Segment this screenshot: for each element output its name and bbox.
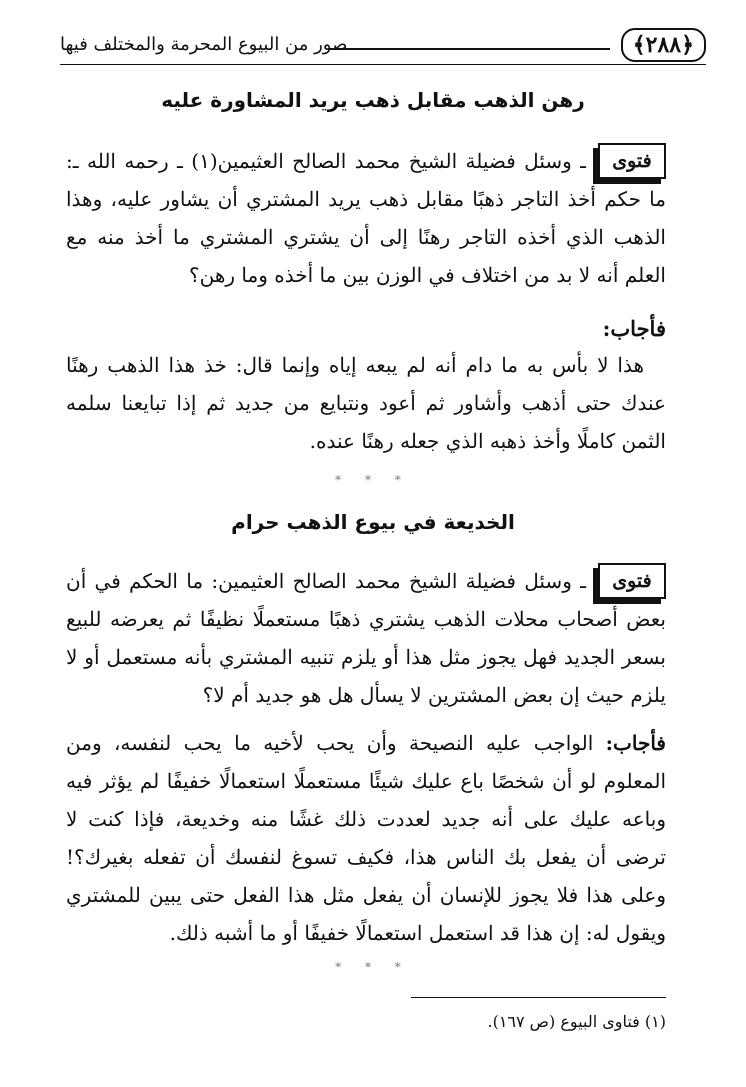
footnote-rule xyxy=(411,997,666,998)
section-heading-gold-pawn: رهن الذهب مقابل ذهب يريد المشاورة عليه xyxy=(161,88,585,112)
footnote: (١) فتاوى البيوع (ص ١٦٧). xyxy=(487,1012,666,1031)
answer-label: فأجاب: xyxy=(602,316,666,341)
page-header xyxy=(60,28,706,66)
page-number: ﴿٢٨٨﴾ xyxy=(621,28,706,62)
fatwa-label-box: فتوى xyxy=(598,563,666,599)
fatwa-question: ـ وسئل فضيلة الشيخ محمد الصالح العثيمين(١) ـ رحمه الله ـ: ما حكم أخذ التاجر ذهبًا مقابل ذهب يريد المشتري أن يشاور عليه، وهذا الذهب الذي أخذه التاجر رهنًا إلى أن يشتري المشتري ما أخذ منه مع العلم أنه لا بد من اختلاف في الوزن بين ما أخذه وما رهن؟ xyxy=(66,149,666,287)
fatwa-answer: هذا لا بأس به ما دام أنه لم يبعه إياه وإنما قال: خذ هذا الذهب رهنًا عندك حتى أذهب وأشاور ثم أعود ونتبايع من جديد ثم إذا تبايعنا سلمه الثمن كاملًا وأخذ ذهبه الذي جعله رهنًا عنده. xyxy=(66,353,666,453)
section-separator: * * * xyxy=(335,473,411,487)
running-title: صور من البيوع المحرمة والمختلف فيها xyxy=(60,34,348,55)
answer-label: فأجاب: xyxy=(605,731,666,755)
fatwa-answer: الواجب عليه النصيحة وأن يحب لأخيه ما يحب لنفسه، ومن المعلوم لو أن شخصًا باع عليك شيئًا مستعملًا استعمالًا خفيفًا لم يؤثر فيه وباعه عليك على أنه جديد لعددت ذلك غشًا منه وخديعة، فإذا كنت لا ترضى أن يفعل بك الناس هذا، فكيف تسوغ لنفسك أن تفعله بغيرك؟! وعلى هذا فلا يجوز للإنسان أن يفعل مثل هذا الفعل حتى يبين للمشتري ويقول له: إن هذا قد استعمل استعمالًا خفيفًا أو ما أشبه ذلك. xyxy=(66,731,666,945)
fatwa-label-box: فتوى xyxy=(598,143,666,179)
section-heading-gold-deception: الخديعة في بيوع الذهب حرام xyxy=(231,510,515,534)
header-rule xyxy=(328,48,610,50)
fatwa-question: ـ وسئل فضيلة الشيخ محمد الصالح العثيمين: ما الحكم في أن بعض أصحاب محلات الذهب يشتري ذهبًا مستعملًا نظيفًا ثم يعرضه للبيع بسعر الجديد فهل يجوز مثل هذا أو يلزم تنبيه المشتري بأنه مستعمل أو لا يلزم حيث إن بعض المشترين لا يسأل هل هو جديد أم لا؟ xyxy=(66,569,666,707)
fatwa-answer-block xyxy=(66,724,666,952)
section-separator: * * * xyxy=(335,960,411,974)
header-underline xyxy=(60,64,706,65)
